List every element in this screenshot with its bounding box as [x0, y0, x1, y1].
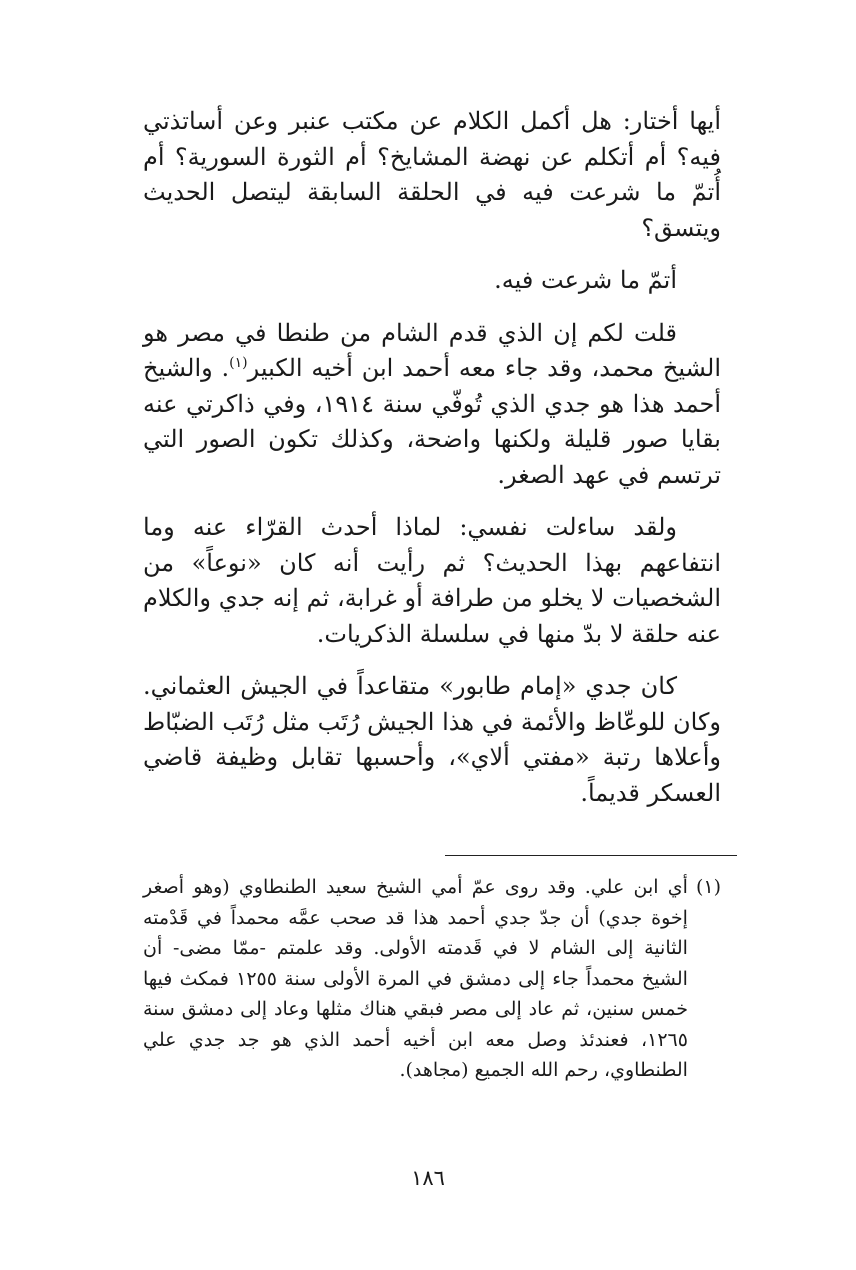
paragraph-1: أيها أختار: هل أكمل الكلام عن مكتب عنبر وعن أساتذتي فيه؟ أم أتكلم عن نهضة المشايخ؟ أم الثورة السورية؟ أم أُتمّ ما شرعت فيه في الحلقة السابقة ليتصل الحديث ويتسق؟	[143, 107, 721, 242]
paragraph-3-text-start: قلت لكم إن الذي قدم الشام من طنطا في مصر هو الشيخ محمد، وقد جاء معه أحمد ابن أخيه الكبير	[143, 318, 721, 382]
paragraph-3	[143, 316, 721, 494]
footnote-text: أي ابن علي. وقد روى عمّ أمي الشيخ سعيد الطنطاوي (وهو أصغر إخوة جدي) أن جدّ جدي أحمد هذا قد صحب عمَّه محمداً في قَدْمته الثانية إلى الشام لا في قَدمته الأولى. وقد علمتم -ممّا مضى- أن الشيخ محمداً جاء إلى دمشق في المرة الأولى سنة ١٢٥٥ فمكث فيها خمس سنين، ثم عاد إلى مصر فبقي هناك مثلها وعاد إلى دمشق سنة ١٢٦٥، فعندئذ وصل معه ابن أخيه أحمد الذي هو جد جدي علي الطنطاوي، رحم الله الجميع (مجاهد).	[143, 876, 688, 1081]
paragraph-2: أتمّ ما شرعت فيه.	[494, 266, 677, 294]
paragraph-4: ولقد ساءلت نفسي: لماذا أحدث القرّاء عنه وما انتفاعهم بهذا الحديث؟ ثم رأيت أنه كان «نوعاً» من الشخصيات لا يخلو من طرافة أو غرابة، ثم إنه جدي والكلام عنه حلقة لا بدّ منها في سلسلة الذكريات.	[143, 513, 721, 648]
paragraph-5: كان جدي «إمام طابور» متقاعداً في الجيش العثماني. وكان للوعّاظ والأئمة في هذا الجيش رُتَب مثل رُتَب الضبّاط وأعلاها رتبة «مفتي ألاي»، وأحسبها تقابل وظيفة قاضي العسكر قديماً.	[143, 672, 721, 807]
main-text	[143, 104, 721, 828]
footnotes-section	[143, 872, 721, 1086]
page-number: ١٨٦	[411, 1166, 445, 1190]
footnote-number: (١)	[695, 876, 721, 898]
paragraph-3-text-end: . والشيخ أحمد هذا هو جدي الذي تُوفّي سنة ١٩١٤، وفي ذاكرتي عنه بقايا صور قليلة ولكنها واضحة، وكذلك تكون الصور التي ترتسم في عهد الصغر.	[143, 354, 721, 489]
footnote-separator	[445, 855, 737, 856]
footnote-reference-1: (١)	[229, 355, 248, 371]
footnote-1	[143, 872, 721, 1086]
